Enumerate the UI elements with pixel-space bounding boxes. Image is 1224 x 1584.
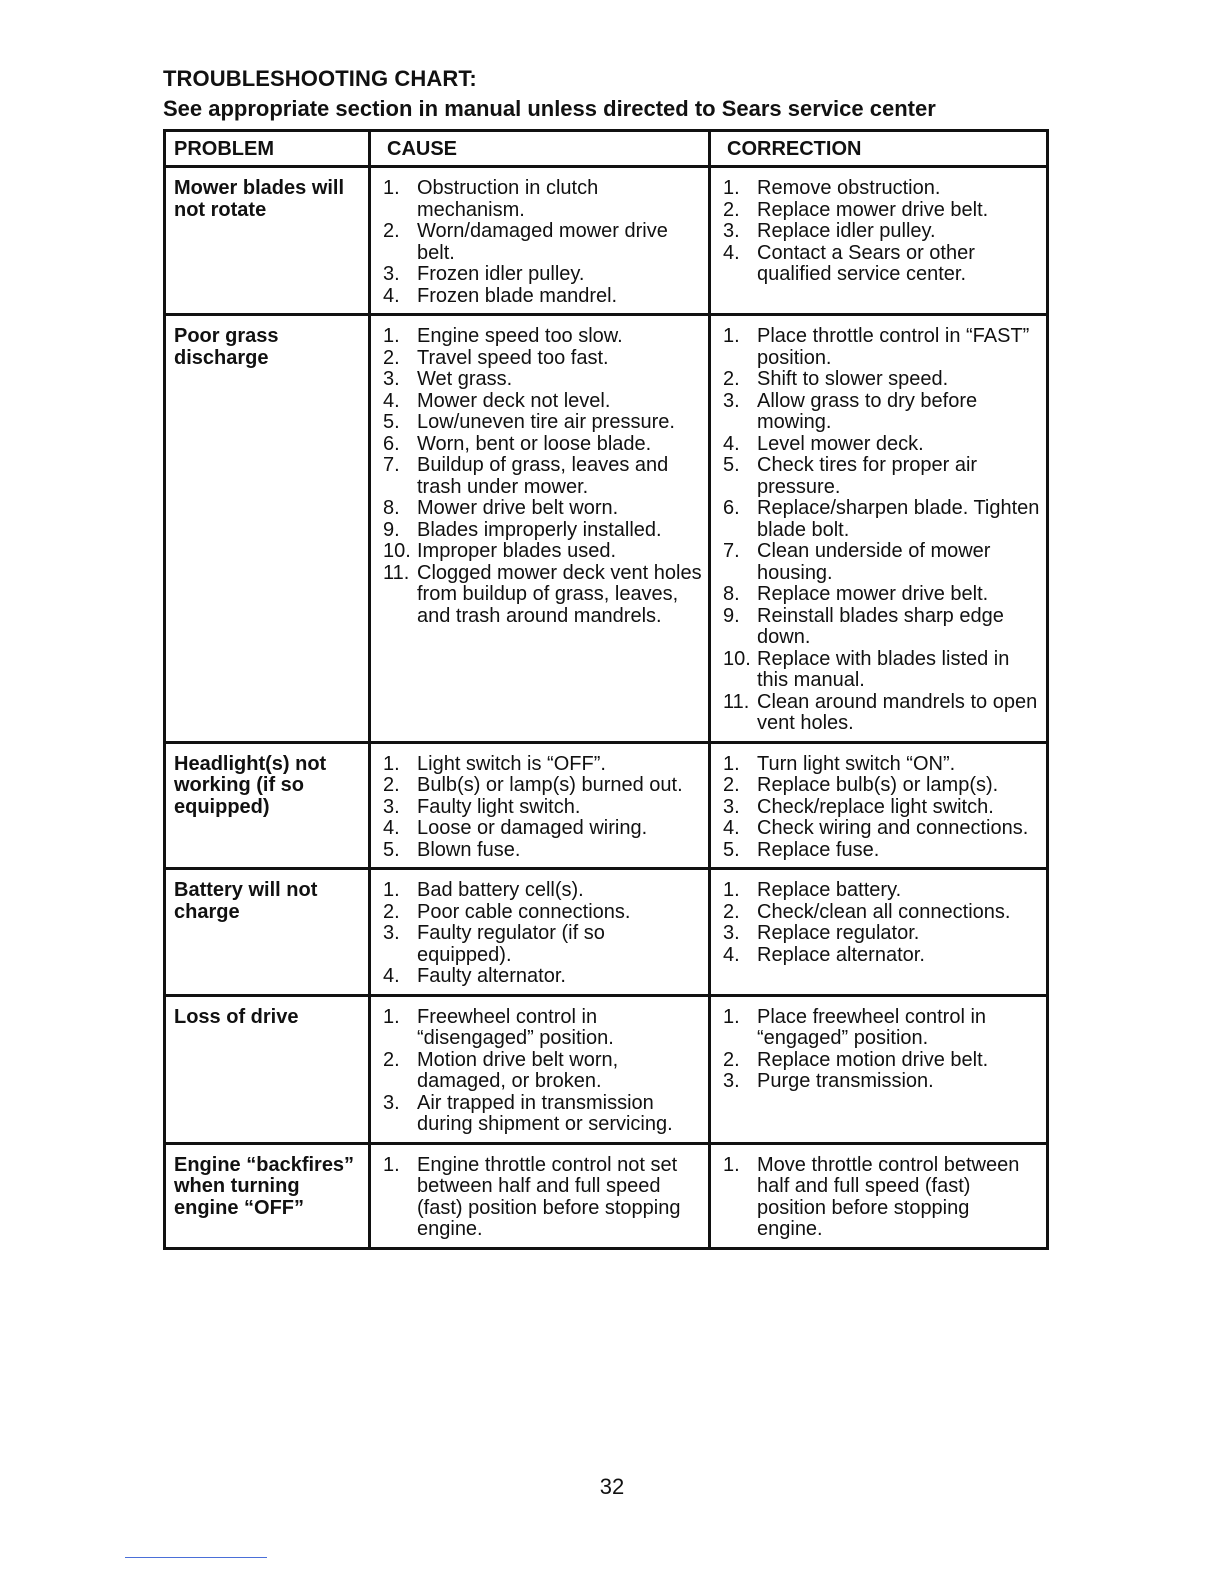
correction-item-number: 11.: [723, 690, 750, 713]
correction-item-number: 1.: [723, 325, 740, 347]
correction-item-text: Replace mower drive belt.: [757, 198, 989, 221]
correction-item: [719, 369, 1040, 391]
correction-item-number: 6.: [723, 497, 740, 519]
cause-item-text: Obstruction in clutch mechanism.: [417, 177, 599, 221]
cause-list: [379, 880, 702, 988]
correction-item-number: 5.: [723, 454, 740, 476]
cause-item: [379, 923, 702, 966]
correction-item: [719, 606, 1040, 649]
cause-item-number: 4.: [383, 965, 400, 987]
correction-item: [719, 584, 1040, 606]
cause-cell: [370, 315, 710, 743]
cause-item-number: 3.: [383, 368, 400, 390]
cause-item-number: 1.: [383, 752, 400, 775]
correction-item-text: Check/replace light switch.: [757, 795, 994, 818]
cause-item-text: Improper blades used.: [417, 540, 617, 562]
cause-item-number: 9.: [383, 518, 400, 541]
cause-item-number: 11.: [383, 561, 410, 584]
cause-item: [379, 369, 702, 391]
cause-item: [379, 221, 702, 264]
correction-item-number: 10.: [723, 647, 751, 670]
cause-item: [379, 1050, 702, 1093]
correction-item-text: Shift to slower speed.: [757, 368, 949, 390]
cause-item-text: Clogged mower deck vent holes from buildup of grass, leaves, and trash around mandrels.: [417, 561, 702, 627]
correction-item-number: 1.: [723, 879, 740, 901]
cause-item: [379, 1093, 702, 1136]
correction-item: [719, 498, 1040, 541]
correction-item-number: 5.: [723, 838, 740, 861]
cause-item: [379, 391, 702, 413]
correction-item: [719, 1050, 1040, 1072]
cause-item: [379, 563, 702, 628]
cause-item-text: Light switch is “OFF”.: [417, 752, 606, 775]
footer-divider: [125, 1557, 267, 1558]
cause-cell: [370, 995, 710, 1143]
page-title: TROUBLESHOOTING CHART:: [163, 66, 477, 91]
cause-item-text: Loose or damaged wiring.: [417, 817, 648, 839]
cause-item-text: Bulb(s) or lamp(s) burned out.: [417, 774, 683, 796]
cause-item-number: 5.: [383, 411, 400, 433]
cause-item: [379, 498, 702, 520]
correction-item-number: 1.: [723, 177, 740, 199]
correction-item: [719, 775, 1040, 797]
cause-item-text: Worn/damaged mower drive belt.: [417, 220, 668, 264]
cause-item: [379, 541, 702, 563]
cause-item-text: Engine throttle control not set between half and full speed (fast) position before stopping engine.: [417, 1153, 681, 1240]
cause-item-number: 5.: [383, 838, 400, 861]
cause-item: [379, 264, 702, 286]
cause-item-number: 3.: [383, 263, 400, 285]
cause-item-number: 3.: [383, 1091, 400, 1114]
cause-item: [379, 1007, 702, 1050]
problem-cell: Headlight(s) not working (if so equipped): [165, 742, 370, 869]
correction-item-number: 2.: [723, 368, 740, 390]
cause-item-text: Bad battery cell(s).: [417, 879, 584, 901]
correction-item-number: 4.: [723, 817, 740, 839]
cause-item-text: Air trapped in transmission during shipment or servicing.: [417, 1091, 673, 1135]
cause-item: [379, 880, 702, 902]
correction-item: [719, 649, 1040, 692]
correction-item: [719, 945, 1040, 967]
cause-item-number: 1.: [383, 879, 400, 901]
correction-list: [719, 326, 1040, 735]
correction-item: [719, 840, 1040, 862]
cause-item-text: Low/uneven tire air pressure.: [417, 411, 675, 433]
cause-item-text: Blades improperly installed.: [417, 518, 662, 541]
cause-item-text: Travel speed too fast.: [417, 346, 609, 369]
correction-item-number: 1.: [723, 1153, 740, 1176]
cause-item: [379, 326, 702, 348]
cause-item-text: Wet grass.: [417, 368, 513, 390]
correction-item-text: Replace idler pulley.: [757, 220, 936, 242]
correction-item-text: Clean underside of mower housing.: [757, 540, 991, 584]
cause-item-number: 2.: [383, 346, 400, 369]
header-row: [165, 131, 1048, 167]
cause-item-text: Poor cable connections.: [417, 900, 631, 923]
problem-cell: Battery will not charge: [165, 869, 370, 996]
cause-item-text: Blown fuse.: [417, 838, 521, 861]
correction-item-number: 8.: [723, 583, 740, 605]
correction-item: [719, 243, 1040, 286]
correction-item-text: Place freewheel control in “engaged” position.: [757, 1005, 987, 1049]
cause-item-number: 1.: [383, 1005, 400, 1028]
table-row: [165, 869, 1048, 996]
cause-item: [379, 412, 702, 434]
correction-item-number: 2.: [723, 1048, 740, 1071]
correction-cell: [710, 167, 1048, 315]
correction-item: [719, 200, 1040, 222]
correction-item-text: Turn light switch “ON”.: [757, 752, 956, 775]
cause-item-number: 2.: [383, 900, 400, 923]
cause-item-number: 3.: [383, 795, 400, 818]
cause-list: [379, 754, 702, 862]
cause-item-number: 4.: [383, 284, 400, 307]
correction-item-text: Check/clean all connections.: [757, 900, 1011, 923]
cause-item-text: Mower deck not level.: [417, 389, 611, 412]
cause-item: [379, 286, 702, 308]
correction-item-text: Replace regulator.: [757, 922, 920, 944]
correction-item-text: Replace bulb(s) or lamp(s).: [757, 774, 999, 796]
cause-item-text: Faulty light switch.: [417, 795, 581, 818]
cause-item: [379, 520, 702, 542]
cause-item-text: Faulty regulator (if so equipped).: [417, 922, 605, 966]
cause-cell: [370, 742, 710, 869]
header-correction: CORRECTION: [710, 131, 1048, 167]
cause-item-text: Frozen idler pulley.: [417, 263, 585, 285]
correction-item-number: 3.: [723, 795, 740, 818]
correction-item-number: 3.: [723, 1070, 740, 1092]
correction-item: [719, 455, 1040, 498]
cause-item-number: 8.: [383, 497, 400, 519]
correction-item-text: Contact a Sears or other qualified service center.: [757, 241, 975, 285]
cause-item-number: 1.: [383, 177, 400, 199]
correction-item-number: 1.: [723, 1005, 740, 1028]
correction-item: [719, 178, 1040, 200]
table-row: [165, 315, 1048, 743]
cause-list: [379, 178, 702, 307]
cause-item-text: Engine speed too slow.: [417, 325, 623, 347]
table-body: [165, 167, 1048, 1249]
cause-list: [379, 326, 702, 627]
correction-item: [719, 754, 1040, 776]
correction-item-text: Place throttle control in “FAST” position.: [757, 325, 1030, 369]
correction-item-number: 3.: [723, 922, 740, 944]
cause-list: [379, 1155, 702, 1241]
correction-list: [719, 1155, 1040, 1241]
cause-item-text: Freewheel control in “disengaged” position.: [417, 1005, 614, 1049]
header-cause: CAUSE: [370, 131, 710, 167]
cause-item: [379, 754, 702, 776]
cause-cell: [370, 167, 710, 315]
table-row: [165, 995, 1048, 1143]
cause-cell: [370, 869, 710, 996]
correction-cell: [710, 742, 1048, 869]
correction-cell: [710, 315, 1048, 743]
cause-item: [379, 1155, 702, 1241]
correction-item-text: Replace mower drive belt.: [757, 583, 989, 605]
correction-item: [719, 541, 1040, 584]
correction-item-text: Check wiring and connections.: [757, 817, 1029, 839]
cause-item-text: Faulty alternator.: [417, 965, 566, 987]
table-row: [165, 167, 1048, 315]
header-problem: PROBLEM: [165, 131, 370, 167]
correction-item-text: Clean around mandrels to open vent holes.: [757, 690, 1038, 734]
correction-cell: [710, 869, 1048, 996]
cause-item-number: 3.: [383, 922, 400, 944]
cause-item-number: 2.: [383, 774, 400, 796]
cause-item-number: 10.: [383, 540, 411, 562]
cause-item-text: Buildup of grass, leaves and trash under mower.: [417, 454, 669, 498]
cause-cell: [370, 1143, 710, 1248]
correction-list: [719, 178, 1040, 286]
cause-item: [379, 434, 702, 456]
cause-item-number: 2.: [383, 220, 400, 242]
correction-item-text: Move throttle control between half and full speed (fast) position before stopping engine.: [757, 1153, 1020, 1240]
correction-item: [719, 923, 1040, 945]
correction-cell: [710, 1143, 1048, 1248]
correction-item-text: Allow grass to dry before mowing.: [757, 389, 978, 433]
cause-item: [379, 966, 702, 988]
cause-item: [379, 775, 702, 797]
correction-item-number: 2.: [723, 198, 740, 221]
correction-item-text: Replace fuse.: [757, 838, 880, 861]
problem-cell: Mower blades will not rotate: [165, 167, 370, 315]
cause-item-number: 2.: [383, 1048, 400, 1071]
problem-cell: Engine “backfires” when turning engine “OFF”: [165, 1143, 370, 1248]
troubleshooting-table: [163, 129, 1049, 1250]
cause-item-text: Motion drive belt worn, damaged, or broken.: [417, 1048, 619, 1092]
correction-item-number: 9.: [723, 604, 740, 627]
correction-item-number: 1.: [723, 752, 740, 775]
correction-item-text: Level mower deck.: [757, 432, 924, 455]
correction-item-text: Replace/sharpen blade. Tighten blade bolt.: [757, 497, 1040, 541]
correction-item-number: 4.: [723, 241, 740, 264]
correction-item-text: Reinstall blades sharp edge down.: [757, 604, 1004, 648]
correction-item-number: 3.: [723, 220, 740, 242]
correction-list: [719, 1007, 1040, 1093]
cause-item: [379, 455, 702, 498]
cause-item-number: 6.: [383, 432, 400, 455]
correction-list: [719, 754, 1040, 862]
cause-item-number: 1.: [383, 325, 400, 347]
problem-cell: Loss of drive: [165, 995, 370, 1143]
correction-item: [719, 1007, 1040, 1050]
page-subtitle: See appropriate section in manual unless directed to Sears service center: [163, 96, 936, 121]
correction-item: [719, 902, 1040, 924]
cause-item-number: 1.: [383, 1153, 400, 1176]
cause-item-text: Mower drive belt worn.: [417, 497, 619, 519]
cause-item: [379, 797, 702, 819]
cause-item-number: 4.: [383, 817, 400, 839]
correction-item-number: 7.: [723, 540, 740, 562]
cause-item: [379, 348, 702, 370]
correction-item-text: Replace battery.: [757, 879, 902, 901]
correction-cell: [710, 995, 1048, 1143]
cause-item-number: 4.: [383, 389, 400, 412]
cause-list: [379, 1007, 702, 1136]
cause-item: [379, 178, 702, 221]
page-number: 32: [599, 1474, 625, 1499]
correction-item: [719, 434, 1040, 456]
correction-item-text: Replace with blades listed in this manual.: [757, 647, 1010, 691]
correction-item: [719, 1071, 1040, 1093]
correction-item: [719, 391, 1040, 434]
correction-item-number: 2.: [723, 900, 740, 923]
cause-item: [379, 840, 702, 862]
correction-item: [719, 221, 1040, 243]
correction-item: [719, 818, 1040, 840]
cause-item-text: Frozen blade mandrel.: [417, 284, 618, 307]
correction-item-text: Purge transmission.: [757, 1070, 934, 1092]
correction-item-number: 4.: [723, 943, 740, 966]
correction-item-number: 3.: [723, 389, 740, 412]
correction-item-number: 2.: [723, 774, 740, 796]
correction-list: [719, 880, 1040, 966]
table-row: [165, 1143, 1048, 1248]
correction-item: [719, 797, 1040, 819]
correction-item: [719, 880, 1040, 902]
cause-item: [379, 818, 702, 840]
correction-item-text: Replace alternator.: [757, 943, 925, 966]
correction-item: [719, 692, 1040, 735]
cause-item: [379, 902, 702, 924]
correction-item: [719, 326, 1040, 369]
problem-cell: Poor grass discharge: [165, 315, 370, 743]
table-row: [165, 742, 1048, 869]
correction-item-text: Remove obstruction.: [757, 177, 941, 199]
correction-item-number: 4.: [723, 432, 740, 455]
cause-item-text: Worn, bent or loose blade.: [417, 432, 652, 455]
correction-item-text: Check tires for proper air pressure.: [757, 454, 978, 498]
correction-item: [719, 1155, 1040, 1241]
correction-item-text: Replace motion drive belt.: [757, 1048, 989, 1071]
cause-item-number: 7.: [383, 454, 400, 476]
